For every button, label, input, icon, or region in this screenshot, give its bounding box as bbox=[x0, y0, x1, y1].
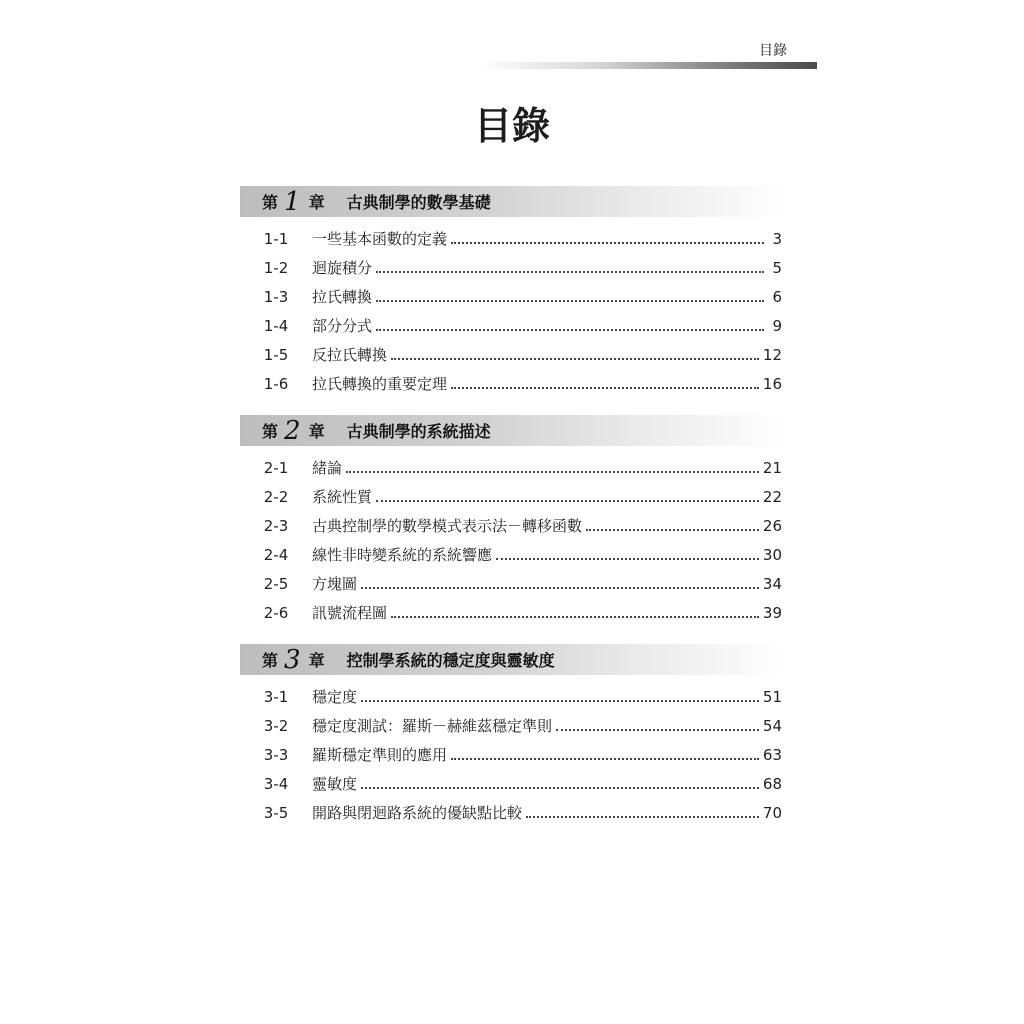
toc-entry bbox=[240, 453, 785, 482]
running-head-text: 目錄 bbox=[759, 43, 787, 59]
dot-leader bbox=[376, 271, 764, 273]
page-number: 39 bbox=[762, 603, 782, 622]
dot-leader bbox=[451, 758, 759, 760]
section-number: 1-5 bbox=[263, 345, 289, 364]
toc-entry bbox=[240, 740, 785, 769]
section-number: 1-4 bbox=[263, 316, 289, 335]
section-number: 3-1 bbox=[263, 687, 289, 706]
section-number: 3-3 bbox=[263, 745, 289, 764]
section-title: 部分分式 bbox=[312, 317, 373, 335]
section-title: 拉氏轉換的重要定理 bbox=[312, 375, 448, 393]
chapter-label-pre: 第 bbox=[262, 422, 279, 441]
table-of-contents bbox=[240, 186, 785, 844]
section-title: 靈敏度 bbox=[312, 775, 358, 793]
dot-leader bbox=[586, 529, 759, 531]
toc-entry bbox=[240, 511, 785, 540]
dot-leader bbox=[391, 616, 759, 618]
toc-entry bbox=[240, 253, 785, 282]
toc-entry bbox=[240, 224, 785, 253]
chapter-header bbox=[240, 644, 785, 675]
chapter-label-post: 章 bbox=[308, 193, 325, 212]
chapter-section bbox=[240, 186, 785, 398]
chapter-section bbox=[240, 644, 785, 827]
chapter-label-post: 章 bbox=[308, 422, 325, 441]
toc-entry bbox=[240, 540, 785, 569]
section-title: 迴旋積分 bbox=[312, 259, 373, 277]
page-number: 54 bbox=[762, 716, 782, 735]
page-number: 70 bbox=[762, 803, 782, 822]
section-title: 穩定度 bbox=[312, 688, 358, 706]
dot-leader bbox=[376, 300, 764, 302]
chapter-label-pre: 第 bbox=[262, 651, 279, 670]
section-title: 反拉氏轉換 bbox=[312, 346, 388, 364]
dot-leader bbox=[451, 387, 759, 389]
page-number: 22 bbox=[762, 487, 782, 506]
dot-leader bbox=[391, 358, 759, 360]
toc-entry bbox=[240, 798, 785, 827]
section-title: 方塊圖 bbox=[312, 575, 358, 593]
dot-leader bbox=[376, 329, 764, 331]
toc-entry bbox=[240, 340, 785, 369]
section-title: 系統性質 bbox=[312, 488, 373, 506]
toc-entry bbox=[240, 598, 785, 627]
section-title: 一些基本函數的定義 bbox=[312, 230, 448, 248]
section-number: 2-5 bbox=[263, 574, 289, 593]
page-number: 16 bbox=[762, 374, 782, 393]
chapter-title: 控制學系統的穩定度與靈敏度 bbox=[346, 651, 555, 670]
chapter-header bbox=[240, 186, 785, 217]
chapter-header bbox=[240, 415, 785, 446]
chapter-title: 古典制學的數學基礎 bbox=[346, 193, 491, 212]
chapter-entries bbox=[240, 446, 785, 627]
page-number: 9 bbox=[772, 316, 782, 335]
running-head bbox=[480, 42, 817, 70]
chapter-label-post: 章 bbox=[308, 651, 325, 670]
page-number: 12 bbox=[762, 345, 782, 364]
chapter-label-pre: 第 bbox=[262, 193, 279, 212]
section-number: 2-4 bbox=[263, 545, 289, 564]
chapter-entries bbox=[240, 675, 785, 827]
toc-entry bbox=[240, 282, 785, 311]
page-number: 51 bbox=[762, 687, 782, 706]
dot-leader bbox=[556, 729, 759, 731]
page-number: 34 bbox=[762, 574, 782, 593]
section-number: 2-2 bbox=[263, 487, 289, 506]
dot-leader bbox=[451, 242, 764, 244]
section-title: 羅斯穩定準則的應用 bbox=[312, 746, 448, 764]
section-title: 訊號流程圖 bbox=[312, 604, 388, 622]
section-number: 3-4 bbox=[263, 774, 289, 793]
chapter-number: 1 bbox=[284, 186, 301, 217]
dot-leader bbox=[496, 558, 759, 560]
page-number: 6 bbox=[772, 287, 782, 306]
chapter-number: 3 bbox=[284, 644, 301, 675]
dot-leader bbox=[346, 471, 759, 473]
page-number: 68 bbox=[762, 774, 782, 793]
section-number: 2-1 bbox=[263, 458, 289, 477]
section-number: 3-5 bbox=[263, 803, 289, 822]
dot-leader bbox=[526, 816, 759, 818]
dot-leader bbox=[361, 787, 759, 789]
toc-entry bbox=[240, 769, 785, 798]
section-number: 2-3 bbox=[263, 516, 289, 535]
page-number: 63 bbox=[762, 745, 782, 764]
section-number: 1-3 bbox=[263, 287, 289, 306]
dot-leader bbox=[361, 700, 759, 702]
section-number: 1-1 bbox=[263, 229, 289, 248]
dot-leader bbox=[361, 587, 759, 589]
page-number: 3 bbox=[772, 229, 782, 248]
chapter-number: 2 bbox=[284, 415, 301, 446]
section-number: 3-2 bbox=[263, 716, 289, 735]
page-number: 26 bbox=[762, 516, 782, 535]
page-number: 5 bbox=[772, 258, 782, 277]
section-number: 1-6 bbox=[263, 374, 289, 393]
page-number: 21 bbox=[762, 458, 782, 477]
chapter-entries bbox=[240, 217, 785, 398]
dot-leader bbox=[376, 500, 759, 502]
section-title: 古典控制學的數學模式表示法－轉移函數 bbox=[312, 517, 583, 535]
chapter-title: 古典制學的系統描述 bbox=[346, 422, 491, 441]
toc-entry bbox=[240, 682, 785, 711]
section-title: 線性非時變系統的系統響應 bbox=[312, 546, 493, 564]
toc-entry bbox=[240, 369, 785, 398]
section-title: 穩定度測試：羅斯－赫維茲穩定準則 bbox=[312, 717, 553, 735]
section-title: 開路與閉迴路系統的優缺點比較 bbox=[312, 804, 523, 822]
toc-entry bbox=[240, 569, 785, 598]
toc-entry bbox=[240, 311, 785, 340]
page-title: 目錄 bbox=[473, 104, 550, 148]
chapter-section bbox=[240, 415, 785, 627]
page-number: 30 bbox=[762, 545, 782, 564]
toc-entry bbox=[240, 711, 785, 740]
running-head-bar bbox=[480, 62, 817, 69]
section-number: 2-6 bbox=[263, 603, 289, 622]
toc-entry bbox=[240, 482, 785, 511]
section-title: 緒論 bbox=[312, 459, 343, 477]
section-number: 1-2 bbox=[263, 258, 289, 277]
section-title: 拉氏轉換 bbox=[312, 288, 373, 306]
